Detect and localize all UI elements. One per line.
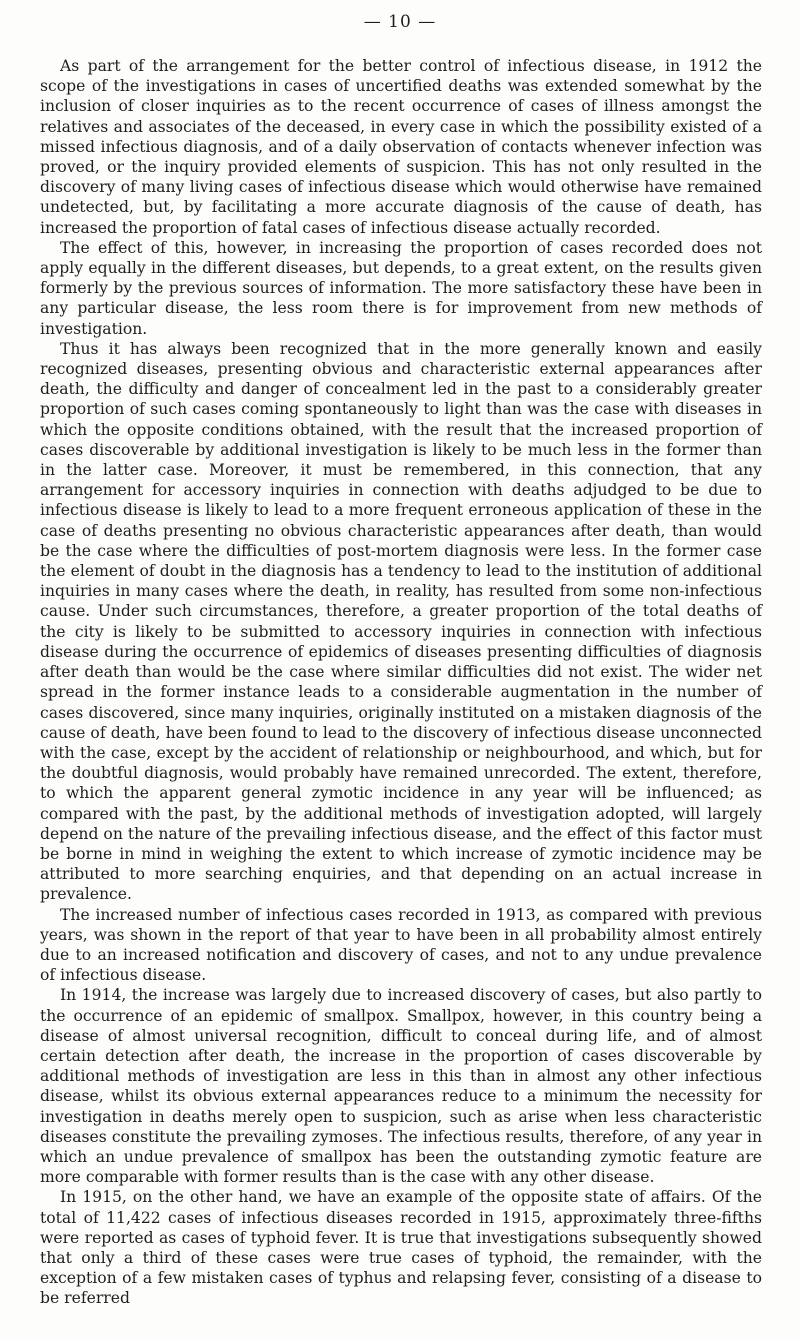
paragraph: The increased number of infectious cases recorded in 1913, as compared with previous years, was shown in the report of that year to have been in all probability almost entirely due to an increased notification and discovery of cases, and not to any undue prevalence of infectious disease.	[40, 905, 762, 985]
page-number: — 10 —	[363, 12, 437, 32]
paragraph: The effect of this, however, in increasing the proportion of cases recorded does not apply equally in the different diseases, but depends, to a great extent, on the results given formerly by the previous sources of information. The more satisfactory these have been in any particular disease, the less room there is for improvement from new methods of investigation.	[40, 238, 762, 338]
body-text	[40, 56, 762, 1309]
paragraph: Thus it has always been recognized that in the more generally known and easily recognized diseases, presenting obvious and characteristic external appearances after death, the difficulty and danger of concealment led in the past to a considerably greater proportion of such cases coming spontaneously to light than was the case with diseases in which the opposite conditions obtained, with the result that the increased proportion of cases discoverable by additional investigation is likely to be much less in the former than in the latter case. Moreover, it must be remembered, in this connection, that any arrangement for accessory inquiries in connection with deaths adjudged to be due to infectious disease is likely to lead to a more frequent erroneous application of these in the case of deaths presenting no obvious characteristic appearances after death, than would be the case where the difficulties of post-mortem diagnosis were less. In the former case the element of doubt in the diagnosis has a tendency to lead to the institution of additional inquiries in many cases where the death, in reality, has resulted from some non-infectious cause. Under such circumstances, therefore, a greater proportion of the total deaths of the city is likely to be submitted to accessory inquiries in connection with infectious disease during the occurrence of epidemics of diseases presenting difficulties of diagnosis after death than would be the case where similar difficulties did not exist. The wider net spread in the former instance leads to a considerable augmentation in the number of cases discovered, since many inquiries, originally instituted on a mistaken diagnosis of the cause of death, have been found to lead to the discovery of infectious disease unconnected with the case, except by the accident of relationship or neighbourhood, and which, but for the doubtful diagnosis, would probably have remained unrecorded. The extent, therefore, to which the apparent general zymotic incidence in any year will be influenced; as compared with the past, by the additional methods of investigation adopted, will largely depend on the nature of the prevailing infectious disease, and the effect of this factor must be borne in mind in weighing the extent to which increase of zymotic incidence may be attributed to more searching enquiries, and that depending on an actual increase in prevalence.	[40, 339, 762, 904]
paragraph: In 1914, the increase was largely due to increased discovery of cases, but also partly to the occurrence of an epidemic of smallpox. Smallpox, however, in this country being a disease of almost universal recognition, difficult to conceal during life, and of almost certain detection after death, the increase in the proportion of cases discoverable by additional methods of investigation are less in this than in almost any other infectious disease, whilst its obvious external appearances reduce to a minimum the necessity for investigation in deaths merely open to suspicion, such as arise when less characteristic diseases constitute the prevailing zymoses. The infectious results, therefore, of any year in which an undue prevalence of smallpox has been the outstanding zymotic feature are more comparable with former results than is the case with any other disease.	[40, 986, 762, 1187]
paragraph: As part of the arrangement for the better control of infectious disease, in 1912 the scope of the investigations in cases of uncertified deaths was extended somewhat by the inclusion of closer inquiries as to the recent occurrence of cases of illness amongst the relatives and associates of the deceased, in every case in which the possibility existed of a missed infectious diagnosis, and of a daily observation of contacts whenever infection was proved, or the inquiry provided elements of suspicion. This has not only resulted in the discovery of many living cases of infectious disease which would otherwise have remained undetected, but, by facilitating a more accurate diagnosis of the cause of death, has increased the proportion of fatal cases of infectious disease actually recorded.	[40, 57, 762, 237]
paragraph: In 1915, on the other hand, we have an example of the opposite state of affairs. Of the total of 11,422 cases of infectious diseases recorded in 1915, approximately three-fifths were reported as cases of typhoid fever. It is true that investigations subsequently showed that only a third of these cases were true cases of typhoid, the remainder, with the exception of a few mistaken cases of typhus and relapsing fever, consisting of a disease to be referred	[40, 1188, 762, 1308]
